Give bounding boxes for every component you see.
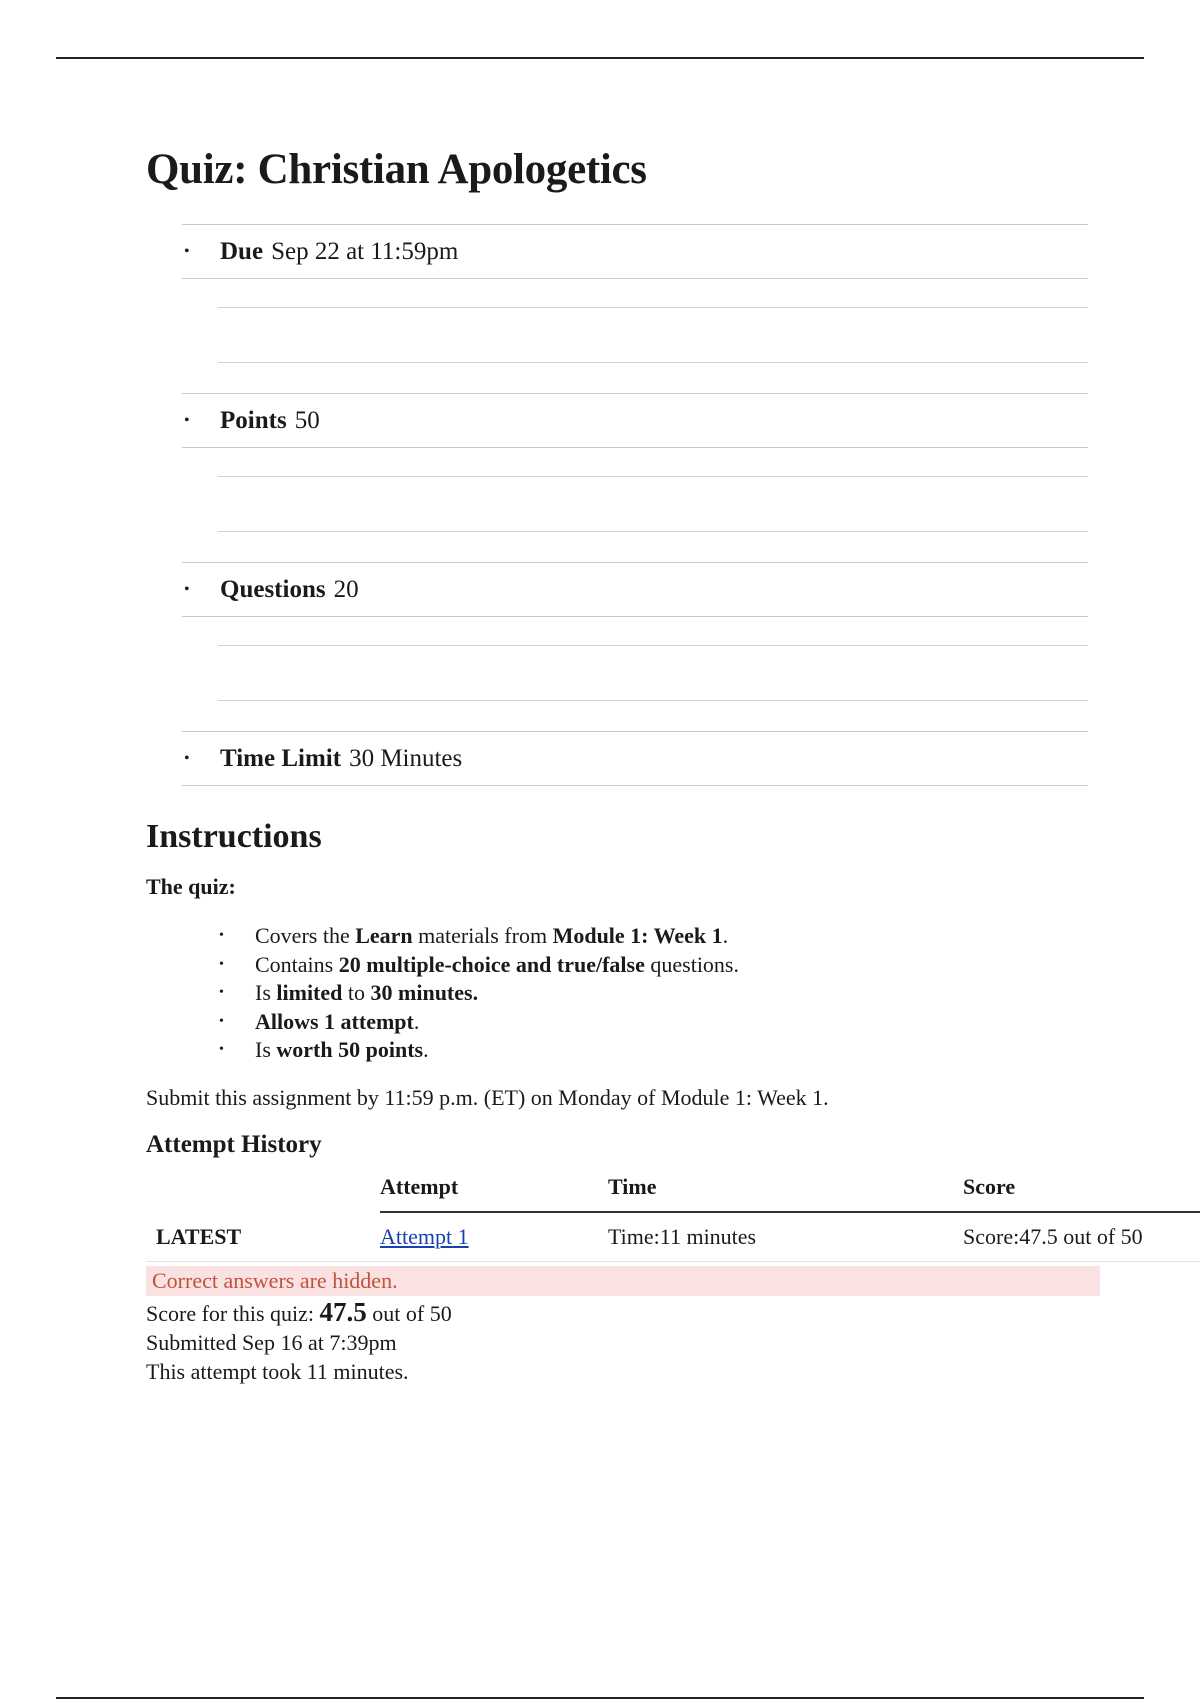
- quiz-score-line: Score for this quiz: 47.5 out of 50: [146, 1296, 452, 1327]
- bullet-icon: •: [184, 749, 190, 767]
- detail-value: 50: [294, 406, 320, 434]
- list-item: • Contains 20 multiple-choice and true/false questions.: [219, 951, 1200, 980]
- bullet-icon: •: [219, 985, 224, 1000]
- instructions-intro: The quiz:: [146, 874, 236, 899]
- attempt-history-heading: Attempt History: [146, 1130, 322, 1158]
- submit-deadline-note: Submit this assignment by 11:59 p.m. (ET) on Monday of Module 1: Week 1.: [146, 1084, 829, 1110]
- column-header-attempt: Attempt: [380, 1163, 608, 1212]
- detail-value: 30 Minutes: [349, 744, 463, 772]
- detail-label: Points: [220, 406, 287, 434]
- answers-hidden-notice: Correct answers are hidden.: [146, 1266, 1100, 1296]
- detail-questions: [182, 562, 1088, 731]
- detail-spacer: [182, 448, 1088, 562]
- page-title: Quiz: Christian Apologetics: [146, 146, 647, 193]
- bullet-icon: •: [184, 580, 190, 598]
- submitted-timestamp: Submitted Sep 16 at 7:39pm: [146, 1329, 397, 1355]
- quiz-content: [146, 140, 1200, 1386]
- list-item: • Covers the Learn materials from Module 1: Week 1.: [219, 922, 1200, 951]
- quiz-score-value: 47.5: [319, 1296, 367, 1327]
- detail-value: 20: [333, 575, 359, 603]
- table-header-row: [146, 1163, 1200, 1212]
- detail-points: [182, 393, 1088, 562]
- column-header-time: Time: [608, 1163, 963, 1212]
- detail-label: Time Limit: [220, 744, 342, 772]
- detail-value: Sep 22 at 11:59pm: [271, 237, 459, 265]
- attempt-cell: [380, 1212, 608, 1262]
- list-item: • Is limited to 30 minutes.: [219, 979, 1200, 1008]
- attempt-link[interactable]: Attempt 1: [380, 1223, 469, 1249]
- bullet-icon: •: [219, 956, 224, 972]
- detail-label: Due: [220, 237, 264, 265]
- list-item: • Is worth 50 points.: [219, 1036, 1200, 1065]
- bullet-icon: •: [184, 411, 190, 429]
- attempt-score: Score:47.5 out of 50: [963, 1212, 1200, 1262]
- column-header-status: [146, 1163, 380, 1212]
- page-bottom-rule: [56, 1697, 1144, 1699]
- bullet-icon: •: [219, 1042, 224, 1057]
- instructions-list: [219, 922, 1200, 1065]
- detail-due: [182, 224, 1088, 393]
- bullet-icon: •: [219, 928, 224, 943]
- detail-label: Questions: [220, 575, 326, 603]
- quiz-details-list: [182, 224, 1088, 786]
- attempt-duration: This attempt took 11 minutes.: [146, 1358, 409, 1384]
- instructions-heading: Instructions: [146, 818, 322, 855]
- list-item: • Allows 1 attempt.: [219, 1008, 1200, 1037]
- detail-spacer: [182, 279, 1088, 393]
- table-row: [146, 1212, 1200, 1262]
- attempt-history-table: [146, 1163, 1200, 1262]
- page-top-rule: [56, 57, 1144, 59]
- bullet-icon: •: [219, 1013, 224, 1029]
- bullet-icon: •: [184, 242, 190, 260]
- attempt-time: Time:11 minutes: [608, 1212, 963, 1262]
- detail-spacer: [182, 617, 1088, 731]
- attempt-status: LATEST: [146, 1212, 380, 1262]
- column-header-score: Score: [963, 1163, 1200, 1212]
- detail-time-limit: [182, 731, 1088, 786]
